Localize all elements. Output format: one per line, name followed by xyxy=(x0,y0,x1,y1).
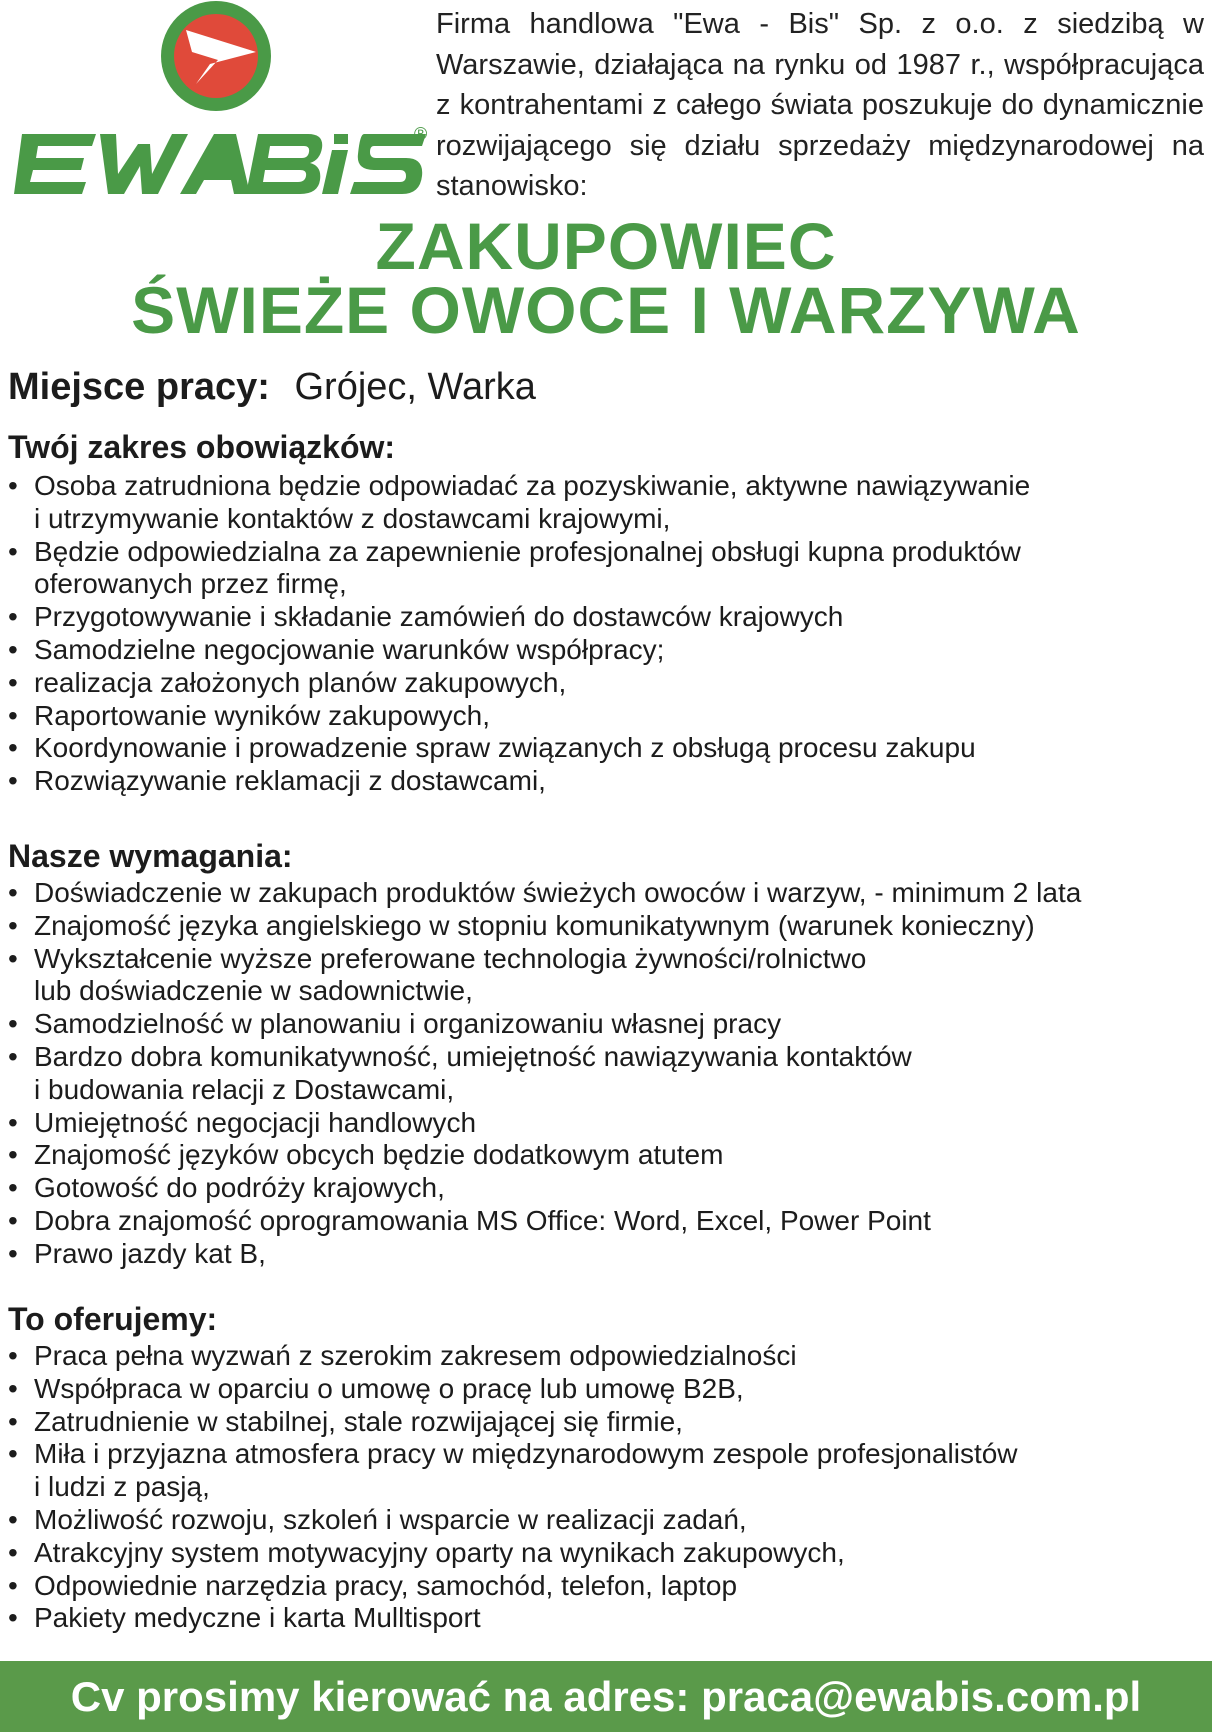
job-title xyxy=(0,209,1212,347)
bullet-icon: • xyxy=(8,1172,18,1204)
list-item xyxy=(8,667,1208,700)
bullet-icon: • xyxy=(8,470,18,501)
bullet-icon: • xyxy=(8,1536,18,1568)
list-item xyxy=(8,1008,1208,1041)
list-item-text: Współpraca w oparciu o umowę o pracę lub umowę B2B, xyxy=(34,1372,744,1404)
contact-footer-text: Cv prosimy kierować na adres: praca@ewabis.com.pl xyxy=(70,1672,1142,1720)
list-item-text: realizacja założonych planów zakupowych, xyxy=(34,666,567,698)
list-item xyxy=(8,732,1208,765)
list-item xyxy=(8,700,1208,733)
list-item-text: Umiejętność negocjacji handlowych xyxy=(34,1106,477,1138)
ewabis-logo xyxy=(14,128,434,200)
list-item xyxy=(8,765,1208,798)
list-item xyxy=(8,1205,1208,1238)
list-item-text: Zatrudnienie w stabilnej, stale rozwijającej się firmie, xyxy=(34,1405,683,1437)
list-item xyxy=(8,877,1208,910)
list-item xyxy=(8,1238,1208,1271)
list-item-text: Miła i przyjazna atmosfera pracy w międzynarodowym zespole profesjonalistów xyxy=(34,1438,1018,1470)
list-item-continuation: oferowanych przez firmę, xyxy=(34,568,347,600)
list-item-text: Dobra znajomość oprogramowania MS Office: Word, Excel, Power Point xyxy=(34,1204,931,1236)
list-item xyxy=(8,910,1208,943)
list-item-text: Pakiety medyczne i karta Mulltisport xyxy=(34,1602,481,1634)
bullet-icon: • xyxy=(8,765,18,797)
bullet-icon: • xyxy=(8,1040,18,1072)
list-item xyxy=(8,1139,1208,1172)
list-item-text: Osoba zatrudniona będzie odpowiadać za pozyskiwanie, aktywne nawiązywanie xyxy=(34,470,1031,501)
bullet-icon: • xyxy=(8,1106,18,1138)
list-item-text: Znajomość języka angielskiego w stopniu komunikatywnym (warunek konieczny) xyxy=(34,909,1035,941)
logo-arrow-icon xyxy=(160,0,272,112)
list-item xyxy=(8,601,1208,634)
list-item xyxy=(8,1373,1208,1406)
list-item-continuation: i utrzymywanie kontaktów z dostawcami krajowymi, xyxy=(34,502,671,534)
list-item-text: Samodzielność w planowaniu i organizowaniu własnej pracy xyxy=(34,1008,782,1040)
bullet-icon: • xyxy=(8,1237,18,1269)
list-item xyxy=(8,1504,1208,1537)
list-item-text: Odpowiednie narzędzia pracy, samochód, telefon, laptop xyxy=(34,1569,738,1601)
list-item xyxy=(8,1570,1208,1603)
offer-list xyxy=(8,1340,1208,1635)
list-item-text: Samodzielne negocjowanie warunków współpracy; xyxy=(34,633,665,665)
bullet-icon: • xyxy=(8,1372,18,1404)
list-item-continuation: i ludzi z pasją, xyxy=(34,1471,210,1503)
list-item-text: Raportowanie wyników zakupowych, xyxy=(34,699,490,731)
header xyxy=(0,0,1212,215)
list-item-text: Praca pełna wyzwań z szerokim zakresem odpowiedzialności xyxy=(34,1340,797,1371)
requirements-heading: Nasze wymagania: xyxy=(8,838,293,874)
bullet-icon: • xyxy=(8,877,18,908)
list-item-text: Przygotowywanie i składanie zamówień do dostawców krajowych xyxy=(34,601,844,633)
intro-text: Firma handlowa "Ewa - Bis" Sp. z o.o. z siedzibą w Warszawie, działająca na rynku od 1987 r., współpracująca z kontrahentami z całego świata poszukuje do dynamicznie rozwijającego się działu sprzedaży międzynarodowej na stanowisko: xyxy=(436,8,1204,202)
list-item xyxy=(8,1406,1208,1439)
bullet-icon: • xyxy=(8,535,18,567)
list-item-text: Rozwiązywanie reklamacji z dostawcami, xyxy=(34,765,546,797)
offer-heading: To oferujemy: xyxy=(8,1301,218,1337)
list-item xyxy=(8,634,1208,667)
list-item-text: Doświadczenie w zakupach produktów świeżych owoców i warzyw, - minimum 2 lata xyxy=(34,877,1082,908)
bullet-icon: • xyxy=(8,1204,18,1236)
bullet-icon: • xyxy=(8,1340,18,1371)
bullet-icon: • xyxy=(8,1008,18,1040)
bullet-icon: • xyxy=(8,601,18,633)
bullet-icon: • xyxy=(8,1602,18,1634)
list-item-continuation: i budowania relacji z Dostawcami, xyxy=(34,1073,455,1105)
work-location xyxy=(8,366,536,409)
list-item-text: Możliwość rozwoju, szkoleń i wsparcie w realizacji zadań, xyxy=(34,1503,747,1535)
work-location-value: Grójec, Warka xyxy=(294,366,536,408)
list-item-text: Bardzo dobra komunikatywność, umiejętność nawiązywania kontaktów xyxy=(34,1040,912,1072)
bullet-icon: • xyxy=(8,942,18,974)
list-item xyxy=(8,943,1208,1009)
bullet-icon: • xyxy=(8,666,18,698)
bullet-icon: • xyxy=(8,1139,18,1171)
list-item-text: Prawo jazdy kat B, xyxy=(34,1237,266,1269)
job-title-line1: ZAKUPOWIEC xyxy=(375,209,837,283)
list-item xyxy=(8,1041,1208,1107)
bullet-icon: • xyxy=(8,732,18,764)
list-item-continuation: lub doświadczenie w sadownictwie, xyxy=(34,975,473,1007)
list-item xyxy=(8,1537,1208,1570)
list-item-text: Gotowość do podróży krajowych, xyxy=(34,1172,445,1204)
list-item xyxy=(8,1172,1208,1205)
list-item xyxy=(8,1602,1208,1635)
bullet-icon: • xyxy=(8,909,18,941)
list-item xyxy=(8,1438,1208,1504)
bullet-icon: • xyxy=(8,699,18,731)
list-item-text: Znajomość języków obcych będzie dodatkowym atutem xyxy=(34,1139,724,1171)
list-item xyxy=(8,470,1208,536)
bullet-icon: • xyxy=(8,1405,18,1437)
requirements-list xyxy=(8,877,1208,1271)
bullet-icon: • xyxy=(8,1569,18,1601)
list-item-text: Będzie odpowiedzialna za zapewnienie profesjonalnej obsługi kupna produktów xyxy=(34,535,1021,567)
list-item xyxy=(8,536,1208,602)
list-item xyxy=(8,1340,1208,1373)
registered-mark: ® xyxy=(414,124,428,144)
duties-heading: Twój zakres obowiązków: xyxy=(8,429,396,465)
contact-footer xyxy=(0,1661,1212,1732)
duties-list xyxy=(8,470,1208,798)
bullet-icon: • xyxy=(8,1503,18,1535)
list-item-text: Wykształcenie wyższe preferowane technologia żywności/rolnictwo xyxy=(34,942,867,974)
bullet-icon: • xyxy=(8,633,18,665)
list-item xyxy=(8,1107,1208,1140)
work-location-label: Miejsce pracy: xyxy=(8,366,270,408)
bullet-icon: • xyxy=(8,1438,18,1470)
job-title-line2: ŚWIEŻE OWOCE I WARZYWA xyxy=(131,273,1081,347)
list-item-text: Atrakcyjny system motywacyjny oparty na wynikach zakupowych, xyxy=(34,1536,845,1568)
list-item-text: Koordynowanie i prowadzenie spraw związanych z obsługą procesu zakupu xyxy=(34,732,976,764)
